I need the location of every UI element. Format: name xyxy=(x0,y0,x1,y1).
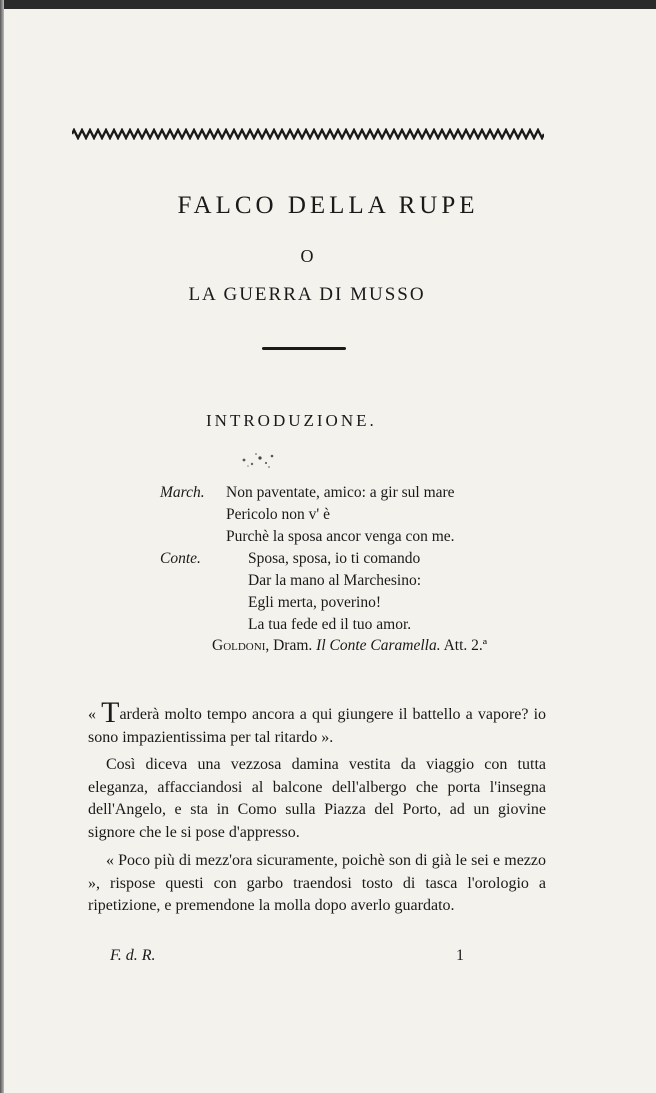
body-paragraph-2: Così diceva una vezzosa damina vestita da viaggio con tutta eleganza, affacciandosi al balcone dell'albergo che porta l'insegna dell'Angelo, e sta in Como sulla Piazza del Porto, ad un giovine signore che le si pose d'appresso. xyxy=(88,756,546,841)
citation-act: Att. 2.ª xyxy=(440,637,488,654)
epigraph-citation xyxy=(212,637,487,655)
sheet-number: 1 xyxy=(456,947,464,964)
signature-mark: F. d. R. xyxy=(110,947,156,964)
epigraph-verse-line: Pericolo non v' è xyxy=(226,506,330,523)
citation-middle: , Dram. xyxy=(265,637,317,654)
epigraph-verse-line: Purchè la sposa ancor venga con me. xyxy=(226,528,455,545)
section-heading: INTRODUZIONE. xyxy=(206,411,377,430)
body-paragraph-1 xyxy=(88,696,547,749)
book-title: FALCO DELLA RUPE xyxy=(177,192,479,219)
epigraph-verse-line: Egli merta, poverino! xyxy=(248,594,381,611)
epigraph-speaker-conte: Conte. xyxy=(160,550,201,567)
body-paragraph-3: « Poco più di mezz'ora sicuramente, poichè son di già le sei e mezzo », rispose questi con garbo traendosi tosto di tasca l'orologio a ripetizione, e premendone la molla dopo averlo guardato. xyxy=(88,852,546,914)
book-subtitle: LA GUERRA DI MUSSO xyxy=(188,284,426,305)
ink-smudge xyxy=(236,448,278,470)
citation-work: Il Conte Caramella. xyxy=(316,637,441,654)
epigraph-verse-line: La tua fede ed il tuo amor. xyxy=(248,616,412,633)
title-conjunction: O xyxy=(300,246,314,266)
epigraph-verse-line: Non paventate, amico: a gir sul mare xyxy=(226,484,455,501)
page-top-edge xyxy=(0,0,656,9)
title-divider-rule xyxy=(262,347,346,350)
drop-cap: T xyxy=(101,696,120,729)
epigraph-speaker-march: March. xyxy=(160,484,205,501)
epigraph-verse-line: Sposa, sposa, io ti comando xyxy=(248,550,421,567)
page-binding-edge xyxy=(0,0,4,1093)
citation-author: Goldoni xyxy=(212,637,266,654)
open-quote: « xyxy=(88,706,102,723)
epigraph-verse-line: Dar la mano al Marchesino: xyxy=(248,572,422,589)
paragraph-text: arderà molto tempo ancora a qui giungere il battello a vapore? io sono impazientissima per tal ritardo ». xyxy=(88,706,547,746)
wavy-ornament-rule xyxy=(72,128,544,140)
